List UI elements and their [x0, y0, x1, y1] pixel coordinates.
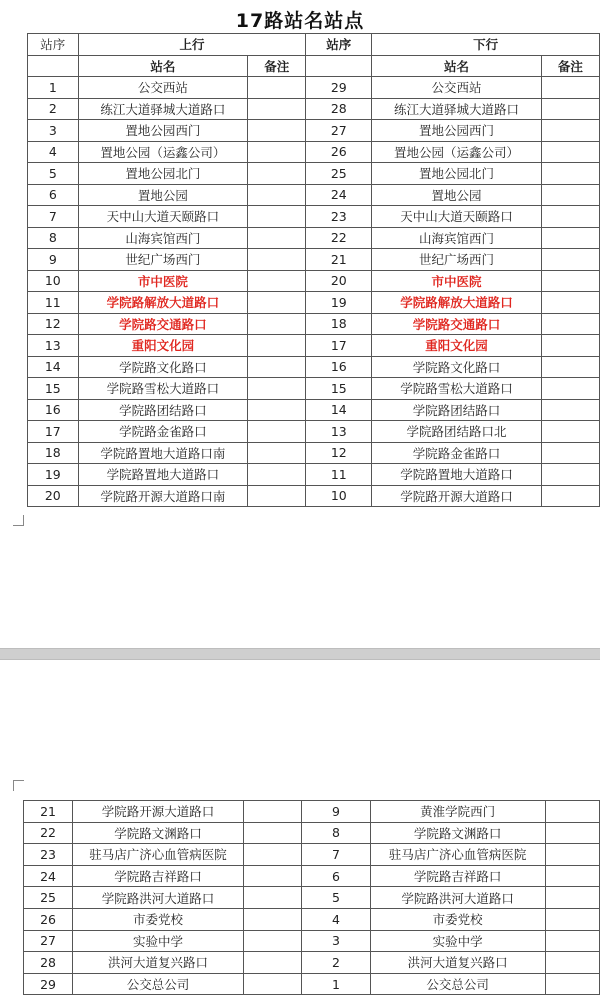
down-seq-cell: 28 — [306, 98, 372, 120]
up-note-cell — [248, 98, 306, 120]
up-seq-cell: 26 — [24, 908, 73, 930]
up-name-cell: 学院路吉祥路口 — [73, 865, 244, 887]
up-note-cell — [248, 442, 306, 464]
down-name-cell: 公交总公司 — [370, 973, 545, 995]
down-seq-cell: 8 — [302, 822, 370, 844]
table-row — [28, 206, 600, 228]
down-name-cell: 学院路团结路口北 — [372, 421, 542, 443]
down-seq-cell: 7 — [302, 844, 370, 866]
down-note-cell — [545, 887, 599, 909]
down-name-cell: 置地公园北门 — [372, 163, 542, 185]
table-row — [28, 421, 600, 443]
down-note-cell — [541, 313, 599, 335]
up-name-cell: 练江大道驿城大道路口 — [78, 98, 248, 120]
up-name-cell: 公交西站 — [78, 77, 248, 99]
up-name-cell: 学院路洪河大道路口 — [73, 887, 244, 909]
down-seq-cell: 9 — [302, 801, 370, 823]
table-row — [28, 141, 600, 163]
down-note-cell — [545, 952, 599, 974]
page-break — [0, 648, 600, 660]
table-row — [28, 249, 600, 271]
up-seq-cell: 22 — [24, 822, 73, 844]
up-note-header: 备注 — [248, 55, 306, 77]
table-row — [24, 908, 600, 930]
down-note-cell — [545, 865, 599, 887]
up-seq-cell: 20 — [28, 485, 79, 507]
up-note-cell — [248, 77, 306, 99]
up-name-cell: 市中医院 — [78, 270, 248, 292]
up-name-cell: 山海宾馆西门 — [78, 227, 248, 249]
page-corner-mark — [13, 780, 24, 791]
down-name-cell: 学院路金雀路口 — [372, 442, 542, 464]
up-note-cell — [244, 930, 302, 952]
up-seq-cell: 14 — [28, 356, 79, 378]
up-note-cell — [244, 844, 302, 866]
down-note-cell — [541, 206, 599, 228]
page-title: 17路站名站点 — [235, 10, 365, 32]
down-seq-cell: 6 — [302, 865, 370, 887]
down-note-cell — [541, 399, 599, 421]
up-name-cell: 公交总公司 — [73, 973, 244, 995]
down-seq-cell: 2 — [302, 952, 370, 974]
table-row — [28, 163, 600, 185]
down-name-cell: 山海宾馆西门 — [372, 227, 542, 249]
down-note-cell — [545, 822, 599, 844]
up-seq-cell: 2 — [28, 98, 79, 120]
up-seq-cell: 17 — [28, 421, 79, 443]
up-note-cell — [248, 335, 306, 357]
up-note-cell — [244, 908, 302, 930]
up-note-cell — [244, 952, 302, 974]
down-name-cell: 学院路开源大道路口 — [372, 485, 542, 507]
up-seq-cell: 21 — [24, 801, 73, 823]
down-seq-cell: 12 — [306, 442, 372, 464]
down-note-header: 备注 — [541, 55, 599, 77]
up-note-cell — [244, 801, 302, 823]
table-body-2 — [24, 801, 600, 995]
up-seq-cell: 19 — [28, 464, 79, 486]
down-note-cell — [541, 249, 599, 271]
down-name-cell: 市委党校 — [370, 908, 545, 930]
down-name-cell: 驻马店广济心血管病医院 — [370, 844, 545, 866]
table-row — [24, 887, 600, 909]
down-seq-cell: 26 — [306, 141, 372, 163]
table-row — [28, 270, 600, 292]
seq2-header: 站序 — [306, 34, 372, 56]
down-name-cell: 天中山大道天颐路口 — [372, 206, 542, 228]
down-name-cell: 学院路置地大道路口 — [372, 464, 542, 486]
up-name-cell: 学院路置地大道路口南 — [78, 442, 248, 464]
down-note-cell — [541, 292, 599, 314]
up-name-cell: 世纪广场西门 — [78, 249, 248, 271]
down-name-cell: 学院路吉祥路口 — [370, 865, 545, 887]
down-name-cell: 练江大道驿城大道路口 — [372, 98, 542, 120]
down-note-cell — [541, 485, 599, 507]
down-note-cell — [541, 335, 599, 357]
table-row — [28, 77, 600, 99]
down-seq-cell: 1 — [302, 973, 370, 995]
up-seq-cell: 16 — [28, 399, 79, 421]
down-name-cell: 学院路团结路口 — [372, 399, 542, 421]
up-seq-cell: 4 — [28, 141, 79, 163]
up-note-cell — [248, 141, 306, 163]
table-row — [28, 313, 600, 335]
up-seq-cell: 8 — [28, 227, 79, 249]
down-seq-cell: 19 — [306, 292, 372, 314]
down-seq-cell: 24 — [306, 184, 372, 206]
down-note-cell — [541, 141, 599, 163]
down-note-cell — [545, 844, 599, 866]
down-header: 下行 — [372, 34, 600, 56]
down-note-cell — [541, 464, 599, 486]
empty-header-cell — [28, 55, 79, 77]
table-row — [28, 485, 600, 507]
up-seq-cell: 15 — [28, 378, 79, 400]
up-seq-cell: 1 — [28, 77, 79, 99]
down-name-cell: 置地公园（运鑫公司） — [372, 141, 542, 163]
down-seq-cell: 18 — [306, 313, 372, 335]
table-row — [24, 930, 600, 952]
up-seq-cell: 7 — [28, 206, 79, 228]
up-note-cell — [248, 249, 306, 271]
down-note-cell — [541, 270, 599, 292]
up-name-cell: 学院路团结路口 — [78, 399, 248, 421]
up-seq-cell: 18 — [28, 442, 79, 464]
down-seq-cell: 22 — [306, 227, 372, 249]
down-name-cell: 置地公园 — [372, 184, 542, 206]
down-note-cell — [541, 77, 599, 99]
up-name-cell: 重阳文化园 — [78, 335, 248, 357]
table-row — [28, 378, 600, 400]
up-seq-cell: 9 — [28, 249, 79, 271]
down-name-cell: 公交西站 — [372, 77, 542, 99]
table-row — [28, 335, 600, 357]
up-name-cell: 学院路雪松大道路口 — [78, 378, 248, 400]
down-seq-cell: 21 — [306, 249, 372, 271]
down-seq-cell: 10 — [306, 485, 372, 507]
down-name-cell: 置地公园西门 — [372, 120, 542, 142]
up-name-cell: 学院路金雀路口 — [78, 421, 248, 443]
up-note-cell — [248, 399, 306, 421]
seq-header: 站序 — [28, 34, 79, 56]
up-note-cell — [248, 356, 306, 378]
down-seq-cell: 14 — [306, 399, 372, 421]
up-seq-cell: 23 — [24, 844, 73, 866]
down-name-cell: 世纪广场西门 — [372, 249, 542, 271]
table-row — [28, 442, 600, 464]
down-name-cell: 实验中学 — [370, 930, 545, 952]
up-note-cell — [248, 313, 306, 335]
up-name-header: 站名 — [78, 55, 248, 77]
up-note-cell — [244, 865, 302, 887]
down-note-cell — [541, 356, 599, 378]
route-table-continued — [23, 800, 600, 995]
down-name-cell: 学院路文渊路口 — [370, 822, 545, 844]
down-name-cell: 学院路洪河大道路口 — [370, 887, 545, 909]
header-row-2 — [28, 55, 600, 77]
up-note-cell — [248, 120, 306, 142]
up-name-cell: 学院路开源大道路口南 — [78, 485, 248, 507]
up-name-cell: 实验中学 — [73, 930, 244, 952]
down-seq-cell: 5 — [302, 887, 370, 909]
down-name-cell: 市中医院 — [372, 270, 542, 292]
up-name-cell: 学院路文化路口 — [78, 356, 248, 378]
up-name-cell: 置地公园西门 — [78, 120, 248, 142]
table-row — [28, 98, 600, 120]
table-row — [28, 227, 600, 249]
table-row — [24, 844, 600, 866]
up-seq-cell: 27 — [24, 930, 73, 952]
up-seq-cell: 24 — [24, 865, 73, 887]
up-seq-cell: 10 — [28, 270, 79, 292]
table-row — [28, 292, 600, 314]
up-note-cell — [248, 464, 306, 486]
up-seq-cell: 3 — [28, 120, 79, 142]
up-name-cell: 学院路文渊路口 — [73, 822, 244, 844]
up-seq-cell: 12 — [28, 313, 79, 335]
down-name-cell: 黄淮学院西门 — [370, 801, 545, 823]
up-name-cell: 学院路置地大道路口 — [78, 464, 248, 486]
up-seq-cell: 29 — [24, 973, 73, 995]
up-seq-cell: 25 — [24, 887, 73, 909]
down-seq-cell: 3 — [302, 930, 370, 952]
up-note-cell — [248, 227, 306, 249]
up-seq-cell: 13 — [28, 335, 79, 357]
up-note-cell — [248, 184, 306, 206]
table-row — [28, 399, 600, 421]
up-name-cell: 市委党校 — [73, 908, 244, 930]
down-seq-cell: 25 — [306, 163, 372, 185]
route-table — [27, 33, 600, 507]
up-name-cell: 洪河大道复兴路口 — [73, 952, 244, 974]
down-seq-cell: 4 — [302, 908, 370, 930]
down-note-cell — [541, 120, 599, 142]
page-corner-mark — [13, 515, 24, 526]
down-seq-cell: 27 — [306, 120, 372, 142]
down-note-cell — [541, 163, 599, 185]
up-seq-cell: 6 — [28, 184, 79, 206]
down-seq-cell: 16 — [306, 356, 372, 378]
up-note-cell — [248, 206, 306, 228]
table-row — [28, 356, 600, 378]
empty-header-cell — [306, 55, 372, 77]
header-row-1 — [28, 34, 600, 56]
up-name-cell: 学院路解放大道路口 — [78, 292, 248, 314]
up-note-cell — [244, 822, 302, 844]
up-seq-cell: 5 — [28, 163, 79, 185]
up-name-cell: 置地公园北门 — [78, 163, 248, 185]
down-note-cell — [545, 801, 599, 823]
up-seq-cell: 11 — [28, 292, 79, 314]
down-seq-cell: 20 — [306, 270, 372, 292]
up-seq-cell: 28 — [24, 952, 73, 974]
down-seq-cell: 15 — [306, 378, 372, 400]
down-name-cell: 学院路雪松大道路口 — [372, 378, 542, 400]
down-note-cell — [541, 421, 599, 443]
up-note-cell — [244, 887, 302, 909]
up-note-cell — [248, 378, 306, 400]
up-note-cell — [248, 163, 306, 185]
up-note-cell — [248, 270, 306, 292]
down-seq-cell: 23 — [306, 206, 372, 228]
table-row — [28, 184, 600, 206]
down-note-cell — [545, 930, 599, 952]
down-note-cell — [541, 442, 599, 464]
down-seq-cell: 29 — [306, 77, 372, 99]
up-note-cell — [248, 421, 306, 443]
up-name-cell: 学院路开源大道路口 — [73, 801, 244, 823]
down-note-cell — [541, 98, 599, 120]
down-seq-cell: 17 — [306, 335, 372, 357]
page-2 — [0, 660, 600, 992]
down-note-cell — [545, 908, 599, 930]
down-name-cell: 学院路交通路口 — [372, 313, 542, 335]
table-body-1 — [28, 77, 600, 507]
down-name-cell: 学院路解放大道路口 — [372, 292, 542, 314]
table-row — [24, 801, 600, 823]
up-name-cell: 天中山大道天颐路口 — [78, 206, 248, 228]
table-row — [24, 822, 600, 844]
up-name-cell: 置地公园 — [78, 184, 248, 206]
up-note-cell — [248, 485, 306, 507]
down-note-cell — [541, 227, 599, 249]
down-seq-cell: 13 — [306, 421, 372, 443]
up-header: 上行 — [78, 34, 306, 56]
down-note-cell — [541, 184, 599, 206]
down-name-header: 站名 — [372, 55, 542, 77]
up-name-cell: 置地公园（运鑫公司） — [78, 141, 248, 163]
table-row — [28, 120, 600, 142]
table-row — [24, 952, 600, 974]
down-name-cell: 洪河大道复兴路口 — [370, 952, 545, 974]
up-name-cell: 学院路交通路口 — [78, 313, 248, 335]
table-row — [28, 464, 600, 486]
down-name-cell: 学院路文化路口 — [372, 356, 542, 378]
down-name-cell: 重阳文化园 — [372, 335, 542, 357]
down-note-cell — [541, 378, 599, 400]
down-seq-cell: 11 — [306, 464, 372, 486]
up-note-cell — [248, 292, 306, 314]
table-row — [24, 865, 600, 887]
up-name-cell: 驻马店广济心血管病医院 — [73, 844, 244, 866]
